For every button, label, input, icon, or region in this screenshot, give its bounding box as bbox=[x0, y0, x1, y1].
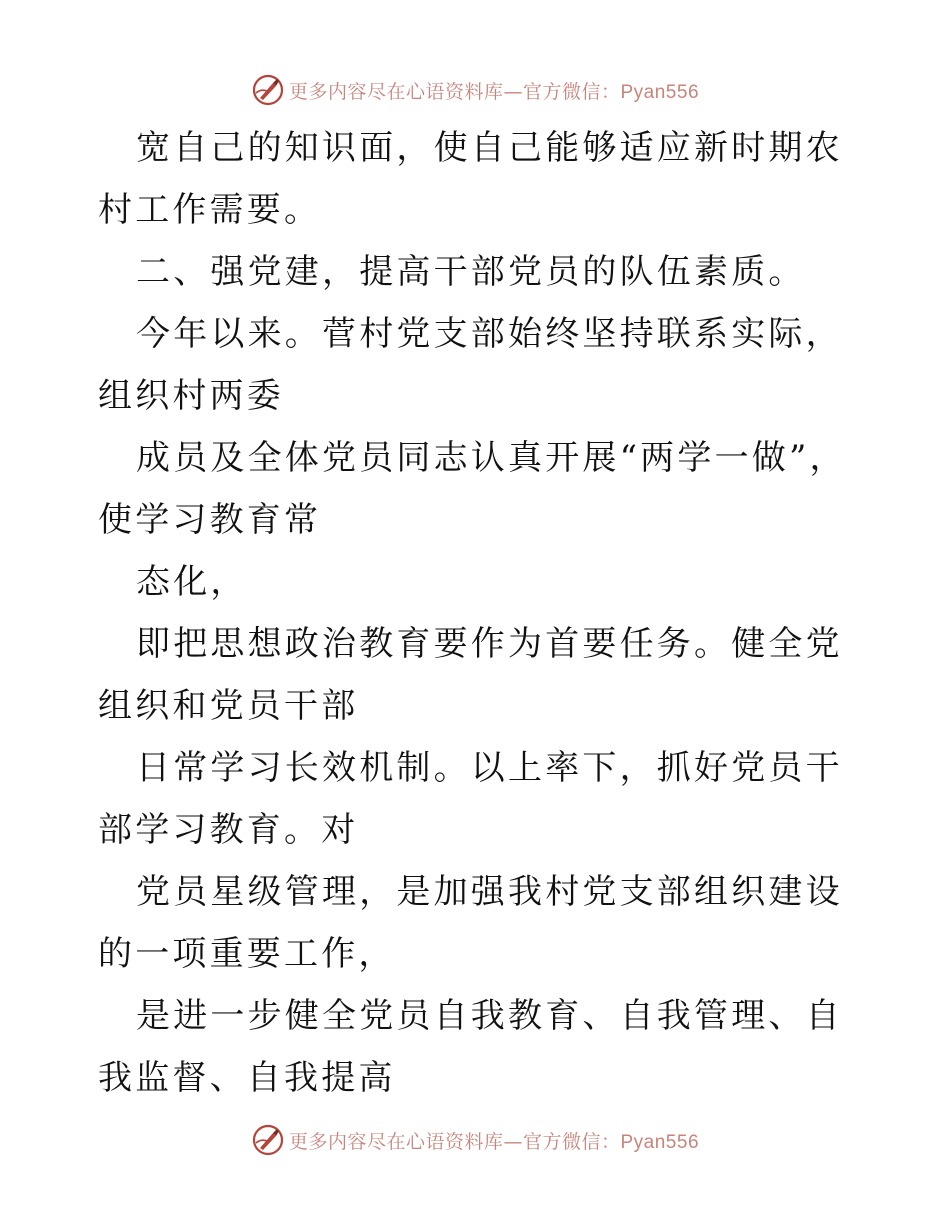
footer-handle: Pyan556 bbox=[620, 1131, 700, 1153]
header-watermark bbox=[0, 70, 950, 110]
header-handle: Pyan556 bbox=[620, 81, 700, 103]
header-separator: — bbox=[503, 80, 523, 103]
paragraph-5: 态化， bbox=[136, 562, 248, 602]
paragraph-8: 党员星级管理，是加强我村党支部组织建设的一项重要工作， bbox=[98, 872, 843, 974]
footer-official-label: 官方微信： bbox=[522, 1130, 621, 1153]
paragraph-2: 二、强党建，提高干部党员的队伍素质。 bbox=[136, 252, 806, 292]
footer-site-text: 更多内容尽在心语资料库 bbox=[288, 1130, 504, 1153]
header-watermark-text bbox=[289, 77, 699, 104]
header-official-label: 官方微信： bbox=[522, 80, 621, 103]
paragraph-1: 宽自己的知识面，使自己能够适应新时期农村工作需要。 bbox=[98, 128, 843, 230]
footer-watermark-text bbox=[289, 1127, 699, 1154]
paragraph-4: 成员及全体党员同志认真开展“两学一做”，使学习教育常 bbox=[98, 438, 847, 540]
document-body bbox=[98, 117, 858, 1109]
header-site-text: 更多内容尽在心语资料库 bbox=[288, 80, 504, 103]
footer-separator: — bbox=[503, 1130, 523, 1153]
pen-logo-icon bbox=[251, 73, 285, 107]
paragraph-7: 日常学习长效机制。以上率下，抓好党员干部学习教育。对 bbox=[98, 748, 843, 850]
paragraph-9: 是进一步健全党员自我教育、自我管理、自我监督、自我提高 bbox=[98, 996, 843, 1098]
paragraph-6: 即把思想政治教育要作为首要任务。健全党组织和党员干部 bbox=[98, 624, 843, 726]
footer-watermark bbox=[0, 1120, 950, 1160]
pen-logo-icon bbox=[251, 1123, 285, 1157]
paragraph-3: 今年以来。菅村党支部始终坚持联系实际，组织村两委 bbox=[98, 314, 843, 416]
